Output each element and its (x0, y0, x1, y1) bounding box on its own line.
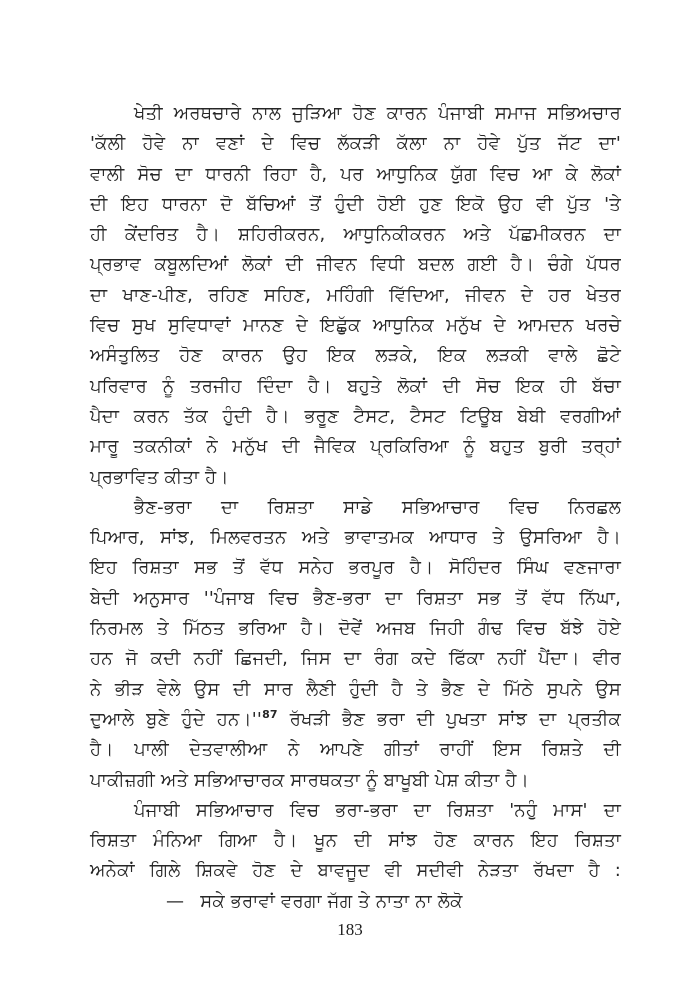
verse-text: ਸਕੇ ਭਰਾਵਾਂ ਵਰਗਾ ਜੱਗ ਤੇ ਨਾਤਾ ਨਾ ਲੋਕੋ (200, 890, 463, 912)
text-line: ਪਿਆਰ, ਸਾਂਝ, ਮਿਲਵਰਤਨ ਅਤੇ ਭਾਵਾਤਮਕ ਆਧਾਰ ਤੇ ਉਸਰਿਆ ਹੈ। (90, 527, 621, 549)
text-line: ਪਾਕੀਜ਼ਗੀ ਅਤੇ ਸਭਿਆਚਾਰਕ ਸਾਰਥਕਤਾ ਨੂੰ ਬਾਖੂਬੀ ਪੇਸ਼ ਕੀਤਾ ਹੈ। (90, 769, 529, 791)
text-line: ਪ੍ਰਭਾਵਿਤ ਕੀਤਾ ਹੈ। (90, 466, 229, 488)
text-line: ਪੰਜਾਬੀ ਸਭਿਆਚਾਰ ਵਿਚ ਭਰਾ-ਭਰਾ ਦਾ ਰਿਸ਼ਤਾ 'ਨਹੁੰ ਮਾਸ' ਦਾ (134, 799, 621, 821)
footnote-reference: 87 (262, 707, 278, 721)
em-dash: — (166, 890, 185, 912)
text-line: ਦੀ ਇਹ ਧਾਰਨਾ ਦੋ ਬੱਚਿਆਂ ਤੋਂ ਹੁੰਦੀ ਹੋਈ ਹੁਣ ਇਕੋ ਉਹ ਵੀ ਪੁੱਤ 'ਤੇ (90, 193, 621, 215)
page-number: 183 (337, 920, 363, 939)
text-line: ਬੇਦੀ ਅਨੁਸਾਰ ''ਪੰਜਾਬ ਵਿਚ ਭੈਣ-ਭਰਾ ਦਾ ਰਿਸ਼ਤਾ ਸਭ ਤੋਂ ਵੱਧ ਨਿੱਘਾ, (90, 587, 621, 609)
text-line-with-footnote (90, 705, 621, 735)
text-line: ਭੈਣ-ਭਰਾ ਦਾ ਰਿਸ਼ਤਾ ਸਾਡੇ ਸਭਿਆਚਾਰ ਵਿਚ ਨਿਰਛਲ (134, 496, 621, 518)
text-line: ਅਸੰਤੁਲਿਤ ਹੋਣ ਕਾਰਨ ਉਹ ਇਕ ਲੜਕੇ, ਇਕ ਲੜਕੀ ਵਾਲੇ ਛੋਟੇ (90, 345, 621, 367)
text-line: ਵਾਲੀ ਸੋਚ ਦਾ ਧਾਰਨੀ ਰਿਹਾ ਹੈ, ਪਰ ਆਧੁਨਿਕ ਯੁੱਗ ਵਿਚ ਆ ਕੇ ਲੋਕਾਂ (90, 163, 621, 185)
text-line: ਵਿਚ ਸੁਖ ਸੁਵਿਧਾਵਾਂ ਮਾਨਣ ਦੇ ਇਛੁੱਕ ਆਧੁਨਿਕ ਮਨੁੱਖ ਦੇ ਆਮਦਨ ਖਰਚੇ (90, 315, 621, 337)
sentence-text: ਰੱਖੜੀ ਭੈਣ ਭਰਾ ਦੀ ਪੁਖਤਾ ਸਾਂਝ ਦਾ ਪ੍ਰਤੀਕ (277, 708, 621, 730)
text-line: ਹਨ ਜੋ ਕਦੀ ਨਹੀਂ ਛਿਜਦੀ, ਜਿਸ ਦਾ ਰੰਗ ਕਦੇ ਫਿੱਕਾ ਨਹੀਂ ਪੈਂਦਾ। ਵੀਰ (90, 648, 621, 670)
text-line: ਇਹ ਰਿਸ਼ਤਾ ਸਭ ਤੋਂ ਵੱਧ ਸਨੇਹ ਭਰਪੂਰ ਹੈ। ਸੋਹਿੰਦਰ ਸਿੰਘ ਵਣਜਾਰਾ (90, 557, 621, 579)
text-line: ਨੇ ਭੀੜ ਵੇਲੇ ਉਸ ਦੀ ਸਾਰ ਲੈਣੀ ਹੁੰਦੀ ਹੈ ਤੇ ਭੈਣ ਦੇ ਮਿੱਠੇ ਸੁਪਨੇ ਉਸ (90, 678, 621, 700)
text-line: ਹੈ। ਪਾਲੀ ਦੇਤਵਾਲੀਆ ਨੇ ਆਪਣੇ ਗੀਤਾਂ ਰਾਹੀਂ ਇਸ ਰਿਸ਼ਤੇ ਦੀ (90, 739, 621, 761)
text-line: ਖੇਤੀ ਅਰਥਚਾਰੇ ਨਾਲ ਜੁੜਿਆ ਹੋਣ ਕਾਰਨ ਪੰਜਾਬੀ ਸਮਾਜ ਸਭਿਅਚਾਰ (134, 103, 621, 124)
paragraph-3 (90, 796, 621, 887)
text-line: ਅਨੇਕਾਂ ਗਿਲੇ ਸ਼ਿਕਵੇ ਹੋਣ ਦੇ ਬਾਵਜੂਦ ਵੀ ਸਦੀਵੀ ਨੇੜਤਾ ਰੱਖਦਾ ਹੈ : (90, 860, 621, 882)
paragraph-1 (90, 99, 621, 493)
verse-line (90, 887, 621, 917)
quote-close-text: ਦੁਆਲੇ ਬੁਣੇ ਹੁੰਦੇ ਹਨ।'' (90, 708, 263, 730)
text-line: ਮਾਰੂ ਤਕਨੀਕਾਂ ਨੇ ਮਨੁੱਖ ਦੀ ਜੈਵਿਕ ਪ੍ਰਕਿਰਿਆ ਨੂੰ ਬਹੁਤ ਬੁਰੀ ਤਰ੍ਹਾਂ (90, 436, 621, 458)
text-block (90, 99, 621, 917)
text-line: ਪ੍ਰਭਾਵ ਕਬੂਲਦਿਆਂ ਲੋਕਾਂ ਦੀ ਜੀਵਨ ਵਿਧੀ ਬਦਲ ਗਈ ਹੈ। ਚੰਗੇ ਪੱਧਰ (90, 254, 621, 276)
text-line: ਨਿਰਮਲ ਤੇ ਮਿੱਠਤ ਭਰਿਆ ਹੈ। ਦੋਵੇਂ ਅਜਬ ਜਿਹੀ ਗੰਢ ਵਿਚ ਬੱਝੇ ਹੋਏ (90, 618, 621, 640)
text-line: ਰਿਸ਼ਤਾ ਮੰਨਿਆ ਗਿਆ ਹੈ। ਖੂਨ ਦੀ ਸਾਂਝ ਹੋਣ ਕਾਰਨ ਇਹ ਰਿਸ਼ਤਾ (90, 830, 621, 852)
text-line: 'ਕੱਲੀ ਹੋਵੇ ਨਾ ਵਣਾਂ ਦੇ ਵਿਚ ਲੱਕੜੀ ਕੱਲਾ ਨਾ ਹੋਵੇ ਪੁੱਤ ਜੱਟ ਦਾ' (90, 133, 621, 155)
text-line: ਪਰਿਵਾਰ ਨੂੰ ਤਰਜੀਹ ਦਿੰਦਾ ਹੈ। ਬਹੁਤੇ ਲੋਕਾਂ ਦੀ ਸੋਚ ਇਕ ਹੀ ਬੱਚਾ (90, 375, 621, 397)
paragraph-2 (90, 493, 621, 796)
text-line: ਹੀ ਕੇਂਦਰਿਤ ਹੈ। ਸ਼ਹਿਰੀਕਰਨ, ਆਧੁਨਿਕੀਕਰਨ ਅਤੇ ਪੱਛਮੀਕਰਨ ਦਾ (90, 224, 621, 246)
text-line: ਪੈਦਾ ਕਰਨ ਤੱਕ ਹੁੰਦੀ ਹੈ। ਭਰੂਣ ਟੈਸਟ, ਟੈਸਟ ਟਿਊਬ ਬੇਬੀ ਵਰਗੀਆਂ (90, 405, 621, 427)
text-line: ਦਾ ਖਾਣ-ਪੀਣ, ਰਹਿਣ ਸਹਿਣ, ਮਹਿੰਗੀ ਵਿੱਦਿਆ, ਜੀਵਨ ਦੇ ਹਰ ਖੇਤਰ (90, 284, 621, 306)
